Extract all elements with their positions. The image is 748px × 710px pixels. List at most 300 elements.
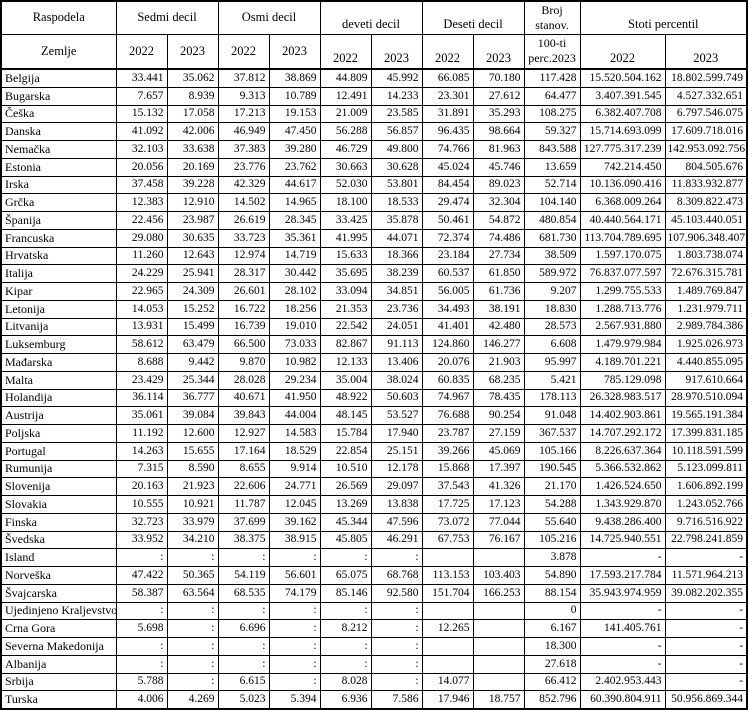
value-cell: 53.801 <box>371 176 422 194</box>
table-body <box>1 69 747 709</box>
country-cell: Turska <box>1 691 116 709</box>
value-cell: 45.746 <box>473 158 524 176</box>
value-cell: : <box>371 602 422 620</box>
value-cell: 21.170 <box>524 478 580 496</box>
value-cell: 96.435 <box>422 123 473 141</box>
country-cell: Portugal <box>1 442 116 460</box>
value-cell: 35.361 <box>269 229 320 247</box>
value-cell: 25.151 <box>371 442 422 460</box>
table-row <box>1 460 747 478</box>
value-cell: 63.479 <box>167 336 218 354</box>
value-cell: 11.833.932.877 <box>665 176 747 194</box>
value-cell: 91.113 <box>371 336 422 354</box>
value-cell: 25.344 <box>167 371 218 389</box>
value-cell: 20.056 <box>116 158 167 176</box>
value-cell: 1.299.755.533 <box>580 283 665 301</box>
value-cell: : <box>218 602 269 620</box>
value-cell: 60.537 <box>422 265 473 283</box>
value-cell: 17.164 <box>218 442 269 460</box>
value-cell: 589.972 <box>524 265 580 283</box>
value-cell: 1.288.713.776 <box>580 300 665 318</box>
header-raspodela: Raspodela <box>1 1 116 34</box>
value-cell: 22.456 <box>116 212 167 230</box>
value-cell: 12.643 <box>167 247 218 265</box>
value-cell: 58.387 <box>116 584 167 602</box>
value-cell: 18.100 <box>320 194 371 212</box>
value-cell: 23.787 <box>422 425 473 443</box>
value-cell: : <box>116 602 167 620</box>
value-cell: - <box>665 638 747 656</box>
value-cell: 58.612 <box>116 336 167 354</box>
value-cell: 14.233 <box>371 87 422 105</box>
table-row <box>1 442 747 460</box>
value-cell <box>473 620 524 638</box>
value-cell: 38.915 <box>269 531 320 549</box>
value-cell: 9.438.286.400 <box>580 513 665 531</box>
table-row <box>1 141 747 159</box>
value-cell: 41.326 <box>473 478 524 496</box>
value-cell: 33.638 <box>167 141 218 159</box>
value-cell: : <box>116 655 167 673</box>
value-cell: : <box>218 638 269 656</box>
value-cell: 4.527.332.651 <box>665 87 747 105</box>
value-cell: : <box>167 638 218 656</box>
value-cell <box>422 602 473 620</box>
table-row <box>1 283 747 301</box>
value-cell: 38.869 <box>269 69 320 87</box>
value-cell: 85.146 <box>320 584 371 602</box>
value-cell: 14.965 <box>269 194 320 212</box>
value-cell: : <box>269 549 320 567</box>
value-cell: 5.366.532.862 <box>580 460 665 478</box>
value-cell: 37.458 <box>116 176 167 194</box>
value-cell: 12.383 <box>116 194 167 212</box>
value-cell: 6.167 <box>524 620 580 638</box>
value-cell: 9.716.516.922 <box>665 513 747 531</box>
value-cell: 15.633 <box>320 247 371 265</box>
value-cell: 46.729 <box>320 141 371 159</box>
value-cell: 5.788 <box>116 673 167 691</box>
header-year-deveti-2022: 2022 <box>320 34 371 69</box>
value-cell: 18.533 <box>371 194 422 212</box>
value-cell: 48.922 <box>320 389 371 407</box>
value-cell: 38.375 <box>218 531 269 549</box>
value-cell: 66.085 <box>422 69 473 87</box>
table-row <box>1 123 747 141</box>
value-cell: 24.771 <box>269 478 320 496</box>
value-cell: : <box>320 602 371 620</box>
value-cell: 68.768 <box>371 567 422 585</box>
value-cell: 367.537 <box>524 425 580 443</box>
value-cell: 55.640 <box>524 513 580 531</box>
value-cell: 10.510 <box>320 460 371 478</box>
value-cell: 7.586 <box>371 691 422 709</box>
value-cell: 33.723 <box>218 229 269 247</box>
value-cell: 53.527 <box>371 407 422 425</box>
value-cell: 9.313 <box>218 87 269 105</box>
value-cell: 107.906.348.407 <box>665 229 747 247</box>
country-cell: Švajcarska <box>1 584 116 602</box>
value-cell: 12.927 <box>218 425 269 443</box>
country-cell: Albanija <box>1 655 116 673</box>
value-cell: 22.606 <box>218 478 269 496</box>
value-cell: 12.974 <box>218 247 269 265</box>
value-cell <box>473 602 524 620</box>
value-cell: 45.344 <box>320 513 371 531</box>
header-row-years <box>1 34 747 69</box>
value-cell: 11.192 <box>116 425 167 443</box>
value-cell: 23.736 <box>371 300 422 318</box>
value-cell: 127.775.317.239 <box>580 141 665 159</box>
country-cell: Austrija <box>1 407 116 425</box>
country-cell: Luksemburg <box>1 336 116 354</box>
value-cell: 56.857 <box>371 123 422 141</box>
value-cell: 23.184 <box>422 247 473 265</box>
value-cell: 30.442 <box>269 265 320 283</box>
value-cell: 108.275 <box>524 105 580 123</box>
value-cell: 37.543 <box>422 478 473 496</box>
value-cell: 42.329 <box>218 176 269 194</box>
value-cell: 81.963 <box>473 141 524 159</box>
header-year-deveti-2023: 2023 <box>371 34 422 69</box>
value-cell: 8.212 <box>320 620 371 638</box>
value-cell: - <box>580 638 665 656</box>
value-cell: 37.699 <box>218 513 269 531</box>
value-cell: 64.477 <box>524 87 580 105</box>
value-cell: 28.970.510.094 <box>665 389 747 407</box>
value-cell: 6.615 <box>218 673 269 691</box>
value-cell: 151.704 <box>422 584 473 602</box>
value-cell <box>422 638 473 656</box>
value-cell: 34.851 <box>371 283 422 301</box>
value-cell: 804.505.676 <box>665 158 747 176</box>
value-cell: 917.610.664 <box>665 371 747 389</box>
value-cell: 31.891 <box>422 105 473 123</box>
value-cell: 8.028 <box>320 673 371 691</box>
table-row <box>1 194 747 212</box>
value-cell: 46.291 <box>371 531 422 549</box>
value-cell: 41.092 <box>116 123 167 141</box>
value-cell: : <box>371 549 422 567</box>
value-cell: 45.103.440.051 <box>665 212 747 230</box>
value-cell <box>422 549 473 567</box>
value-cell: 14.053 <box>116 300 167 318</box>
value-cell: 50.365 <box>167 567 218 585</box>
value-cell: 40.440.564.171 <box>580 212 665 230</box>
value-cell: 38.509 <box>524 247 580 265</box>
country-cell: Kipar <box>1 283 116 301</box>
value-cell: 113.153 <box>422 567 473 585</box>
value-cell: 20.169 <box>167 158 218 176</box>
value-cell: 49.800 <box>371 141 422 159</box>
value-cell: 15.714.693.099 <box>580 123 665 141</box>
country-cell: Slovakia <box>1 496 116 514</box>
value-cell: 33.979 <box>167 513 218 531</box>
value-cell: 2.402.953.443 <box>580 673 665 691</box>
value-cell: 25.941 <box>167 265 218 283</box>
value-cell: : <box>116 549 167 567</box>
value-cell: : <box>371 655 422 673</box>
value-cell: 2.567.931.880 <box>580 318 665 336</box>
value-cell: 45.069 <box>473 442 524 460</box>
value-cell: 5.421 <box>524 371 580 389</box>
value-cell: 39.843 <box>218 407 269 425</box>
value-cell: 35.695 <box>320 265 371 283</box>
value-cell <box>473 638 524 656</box>
value-cell: 32.304 <box>473 194 524 212</box>
value-cell: 17.593.217.784 <box>580 567 665 585</box>
value-cell: 33.425 <box>320 212 371 230</box>
value-cell: 44.617 <box>269 176 320 194</box>
value-cell: 76.688 <box>422 407 473 425</box>
value-cell: 44.071 <box>371 229 422 247</box>
value-cell: 59.327 <box>524 123 580 141</box>
value-cell: 52.714 <box>524 176 580 194</box>
value-cell: 22.798.241.859 <box>665 531 747 549</box>
value-cell: 4.269 <box>167 691 218 709</box>
value-cell: 50.461 <box>422 212 473 230</box>
value-cell: - <box>580 549 665 567</box>
value-cell: 1.597.170.075 <box>580 247 665 265</box>
value-cell: 15.784 <box>320 425 371 443</box>
value-cell: : <box>218 549 269 567</box>
value-cell: 17.946 <box>422 691 473 709</box>
value-cell: 166.253 <box>473 584 524 602</box>
country-cell: Italija <box>1 265 116 283</box>
value-cell: 9.914 <box>269 460 320 478</box>
value-cell: 21.009 <box>320 105 371 123</box>
value-cell: 105.166 <box>524 442 580 460</box>
table-row <box>1 549 747 567</box>
header-sedmi-decil: Sedmi decil <box>116 1 218 34</box>
value-cell: : <box>167 620 218 638</box>
value-cell: 12.045 <box>269 496 320 514</box>
value-cell: : <box>167 549 218 567</box>
value-cell: : <box>269 602 320 620</box>
value-cell: 1.803.738.074 <box>665 247 747 265</box>
country-cell: Malta <box>1 371 116 389</box>
country-cell: Mađarska <box>1 354 116 372</box>
value-cell: 21.923 <box>167 478 218 496</box>
value-cell: 28.102 <box>269 283 320 301</box>
value-cell: 46.949 <box>218 123 269 141</box>
table-row <box>1 69 747 87</box>
value-cell: 14.402.903.861 <box>580 407 665 425</box>
country-cell: Španija <box>1 212 116 230</box>
table-row <box>1 602 747 620</box>
value-cell: 37.812 <box>218 69 269 87</box>
header-zemlje: Zemlje <box>1 34 116 69</box>
value-cell: 42.006 <box>167 123 218 141</box>
value-cell: 23.585 <box>371 105 422 123</box>
value-cell: 39.228 <box>167 176 218 194</box>
value-cell: 37.383 <box>218 141 269 159</box>
value-cell: 29.474 <box>422 194 473 212</box>
value-cell: 3.878 <box>524 549 580 567</box>
value-cell: 92.580 <box>371 584 422 602</box>
value-cell: 12.910 <box>167 194 218 212</box>
value-cell: 15.499 <box>167 318 218 336</box>
value-cell: 40.671 <box>218 389 269 407</box>
value-cell: 73.033 <box>269 336 320 354</box>
country-cell: Grčka <box>1 194 116 212</box>
table-row <box>1 691 747 709</box>
value-cell: 73.072 <box>422 513 473 531</box>
value-cell: 5.123.099.811 <box>665 460 747 478</box>
value-cell: 14.263 <box>116 442 167 460</box>
value-cell: 843.588 <box>524 141 580 159</box>
value-cell: 41.995 <box>320 229 371 247</box>
country-cell: Norveška <box>1 567 116 585</box>
value-cell: 19.565.191.384 <box>665 407 747 425</box>
country-cell: Bugarska <box>1 87 116 105</box>
value-cell: 39.266 <box>422 442 473 460</box>
value-cell: 98.664 <box>473 123 524 141</box>
value-cell: : <box>269 655 320 673</box>
value-cell: 17.725 <box>422 496 473 514</box>
value-cell: 84.454 <box>422 176 473 194</box>
value-cell: 20.163 <box>116 478 167 496</box>
value-cell: 8.655 <box>218 460 269 478</box>
value-cell: 27.159 <box>473 425 524 443</box>
value-cell: 3.407.391.545 <box>580 87 665 105</box>
value-cell: 47.422 <box>116 567 167 585</box>
value-cell: 14.077 <box>422 673 473 691</box>
country-cell: Francuska <box>1 229 116 247</box>
value-cell: : <box>320 655 371 673</box>
value-cell: - <box>665 655 747 673</box>
value-cell: 6.382.407.708 <box>580 105 665 123</box>
value-cell: 17.058 <box>167 105 218 123</box>
value-cell: 35.878 <box>371 212 422 230</box>
value-cell: - <box>580 655 665 673</box>
value-cell: 13.838 <box>371 496 422 514</box>
header-year-osmi-2022: 2022 <box>218 34 269 69</box>
value-cell: 30.663 <box>320 158 371 176</box>
value-cell: 18.529 <box>269 442 320 460</box>
value-cell: 68.235 <box>473 371 524 389</box>
value-cell: 70.180 <box>473 69 524 87</box>
value-cell: 5.394 <box>269 691 320 709</box>
country-cell: Irska <box>1 176 116 194</box>
value-cell: 44.809 <box>320 69 371 87</box>
value-cell: 29.080 <box>116 229 167 247</box>
value-cell: : <box>218 655 269 673</box>
value-cell: 8.309.822.473 <box>665 194 747 212</box>
value-cell: 27.612 <box>473 87 524 105</box>
value-cell: 4.440.855.095 <box>665 354 747 372</box>
value-cell: 74.766 <box>422 141 473 159</box>
value-cell: 54.119 <box>218 567 269 585</box>
value-cell: 65.075 <box>320 567 371 585</box>
table-header <box>1 1 747 69</box>
table-row <box>1 673 747 691</box>
table-row <box>1 176 747 194</box>
value-cell: 41.950 <box>269 389 320 407</box>
value-cell: 39.084 <box>167 407 218 425</box>
value-cell: 38.024 <box>371 371 422 389</box>
value-cell: 35.293 <box>473 105 524 123</box>
value-cell: 68.535 <box>218 584 269 602</box>
table-row <box>1 318 747 336</box>
country-cell: Ujedinjeno Kraljevstvo <box>1 602 116 620</box>
value-cell: 6.608 <box>524 336 580 354</box>
value-cell: 15.132 <box>116 105 167 123</box>
value-cell: 39.082.202.355 <box>665 584 747 602</box>
value-cell: 14.502 <box>218 194 269 212</box>
value-cell: 36.114 <box>116 389 167 407</box>
value-cell: 47.450 <box>269 123 320 141</box>
value-cell: 26.619 <box>218 212 269 230</box>
value-cell: 33.441 <box>116 69 167 87</box>
value-cell: 33.094 <box>320 283 371 301</box>
value-cell: 1.231.979.711 <box>665 300 747 318</box>
value-cell: 63.564 <box>167 584 218 602</box>
table-row <box>1 655 747 673</box>
value-cell: 146.277 <box>473 336 524 354</box>
value-cell: 17.397 <box>473 460 524 478</box>
value-cell: 18.757 <box>473 691 524 709</box>
country-cell: Poljska <box>1 425 116 443</box>
table-row <box>1 496 747 514</box>
value-cell: 12.600 <box>167 425 218 443</box>
value-cell: 124.860 <box>422 336 473 354</box>
value-cell: 1.426.524.650 <box>580 478 665 496</box>
value-cell: 34.493 <box>422 300 473 318</box>
value-cell: 0 <box>524 602 580 620</box>
value-cell: - <box>665 673 747 691</box>
header-year-stoti-2023: 2023 <box>665 34 747 69</box>
value-cell: 23.762 <box>269 158 320 176</box>
value-cell: 82.867 <box>320 336 371 354</box>
value-cell: 66.500 <box>218 336 269 354</box>
value-cell: : <box>320 638 371 656</box>
value-cell: 1.489.769.847 <box>665 283 747 301</box>
value-cell: 30.635 <box>167 229 218 247</box>
value-cell: 681.730 <box>524 229 580 247</box>
value-cell: 11.260 <box>116 247 167 265</box>
value-cell: 190.545 <box>524 460 580 478</box>
value-cell: 56.288 <box>320 123 371 141</box>
header-broj-perc: 100-ti perc.2023 <box>524 34 580 69</box>
value-cell: - <box>580 602 665 620</box>
value-cell: 11.787 <box>218 496 269 514</box>
value-cell: 10.982 <box>269 354 320 372</box>
value-cell: 89.023 <box>473 176 524 194</box>
value-cell: 8.226.637.364 <box>580 442 665 460</box>
country-cell: Severna Makedonija <box>1 638 116 656</box>
value-cell: 113.704.789.695 <box>580 229 665 247</box>
value-cell: 48.145 <box>320 407 371 425</box>
value-cell: 45.992 <box>371 69 422 87</box>
value-cell: 61.850 <box>473 265 524 283</box>
table-row <box>1 513 747 531</box>
value-cell: 6.936 <box>320 691 371 709</box>
header-year-stoti-2022: 2022 <box>580 34 665 69</box>
value-cell: 17.940 <box>371 425 422 443</box>
value-cell: 74.967 <box>422 389 473 407</box>
table-row <box>1 584 747 602</box>
table-row <box>1 87 747 105</box>
country-cell: Češka <box>1 105 116 123</box>
value-cell: 54.288 <box>524 496 580 514</box>
value-cell: 2.989.784.386 <box>665 318 747 336</box>
country-cell: Estonia <box>1 158 116 176</box>
value-cell: 12.491 <box>320 87 371 105</box>
value-cell: 17.213 <box>218 105 269 123</box>
value-cell: 61.736 <box>473 283 524 301</box>
value-cell: : <box>320 549 371 567</box>
